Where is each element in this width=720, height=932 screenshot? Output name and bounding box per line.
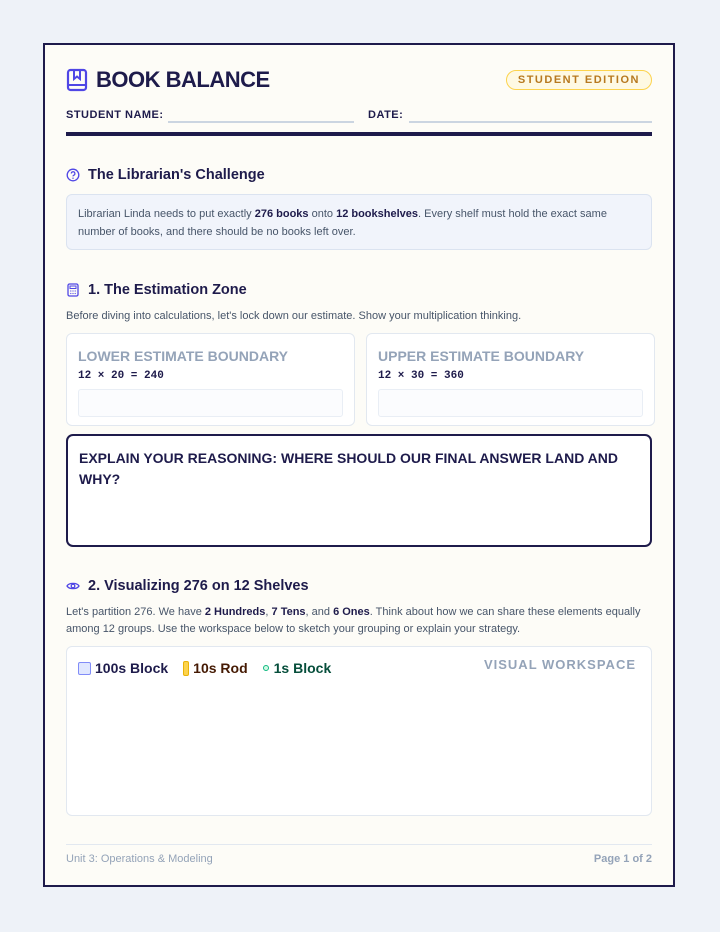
upper-estimate-input[interactable] [378,389,643,417]
lower-estimate-math: 12 × 20 = 240 [78,370,164,382]
student-name-field[interactable] [168,121,354,123]
visualizing-heading-text: 2. Visualizing 276 on 12 Shelves [88,578,309,594]
block-legend [78,660,346,676]
book-bookmark-icon [66,68,88,92]
header-divider [66,132,652,136]
visualizing-heading [66,578,309,594]
header [66,67,652,97]
date-label: DATE: [368,109,404,121]
lower-estimate-box [66,333,355,426]
workspace-label: VISUAL WORKSPACE [483,657,636,672]
question-circle-icon [66,168,80,182]
legend-tens [183,660,247,676]
tens-count: 7 Tens [271,606,306,618]
lower-estimate-label: LOWER ESTIMATE BOUNDARY [78,348,288,364]
reasoning-prompt: EXPLAIN YOUR REASONING: WHERE SHOULD OUR FINAL ANSWER LAND AND WHY? [79,450,619,487]
hundreds-block-swatch [78,662,91,675]
reasoning-box[interactable] [66,434,652,547]
ones-count: 6 Ones [333,606,370,618]
challenge-heading [66,167,265,183]
worksheet-page [43,43,675,887]
visualizing-text: Let's partition 276. We have [66,606,205,618]
estimation-description: Before diving into calculations, let's lock down our estimate. Show your multiplication thinking. [66,310,522,322]
calculator-icon [66,283,80,297]
ones-block-swatch [263,665,269,671]
legend-tens-label: 10s Rod [193,660,248,676]
visualizing-text: , [265,606,272,618]
footer-divider [66,844,652,845]
challenge-text: . Every shelf must hold the exact same number of books, and there should be no books left over. [78,208,607,238]
hundreds-count: 2 Hundreds [204,606,266,618]
title-group [66,67,270,93]
date-field[interactable] [409,121,652,123]
student-info-row [66,107,652,125]
books-count: 276 books [254,208,309,220]
page-number: Page 1 of 2 [593,853,652,865]
page-title: BOOK BALANCE [96,67,270,92]
legend-hundreds [78,660,168,676]
visual-workspace[interactable] [66,646,652,816]
lower-estimate-input[interactable] [78,389,343,417]
legend-hundreds-label: 100s Block [95,660,169,676]
challenge-box [66,194,652,250]
visualizing-text: . Think about how we can share these elements equally among 12 groups. Use the workspace below to sketch your grouping or explain your strategy. [66,606,641,635]
shelves-count: 12 bookshelves [336,208,419,220]
challenge-text: onto [308,208,337,220]
visualizing-description [66,604,652,638]
challenge-heading-text: The Librarian's Challenge [88,167,265,183]
upper-estimate-box [366,333,655,426]
estimation-heading-text: 1. The Estimation Zone [88,282,247,298]
upper-estimate-math: 12 × 30 = 360 [378,370,464,382]
legend-ones-label: 1s Block [273,660,332,676]
unit-label: Unit 3: Operations & Modeling [66,853,213,865]
edition-badge: STUDENT EDITION [506,70,652,90]
eye-icon [66,579,80,593]
challenge-text: Librarian Linda needs to put exactly [78,208,255,220]
upper-estimate-label: UPPER ESTIMATE BOUNDARY [378,348,585,364]
estimation-heading [66,282,247,298]
tens-rod-swatch [183,661,189,676]
visualizing-text: , and [305,606,334,618]
legend-ones [263,660,332,676]
student-name-label: STUDENT NAME: [66,109,164,121]
